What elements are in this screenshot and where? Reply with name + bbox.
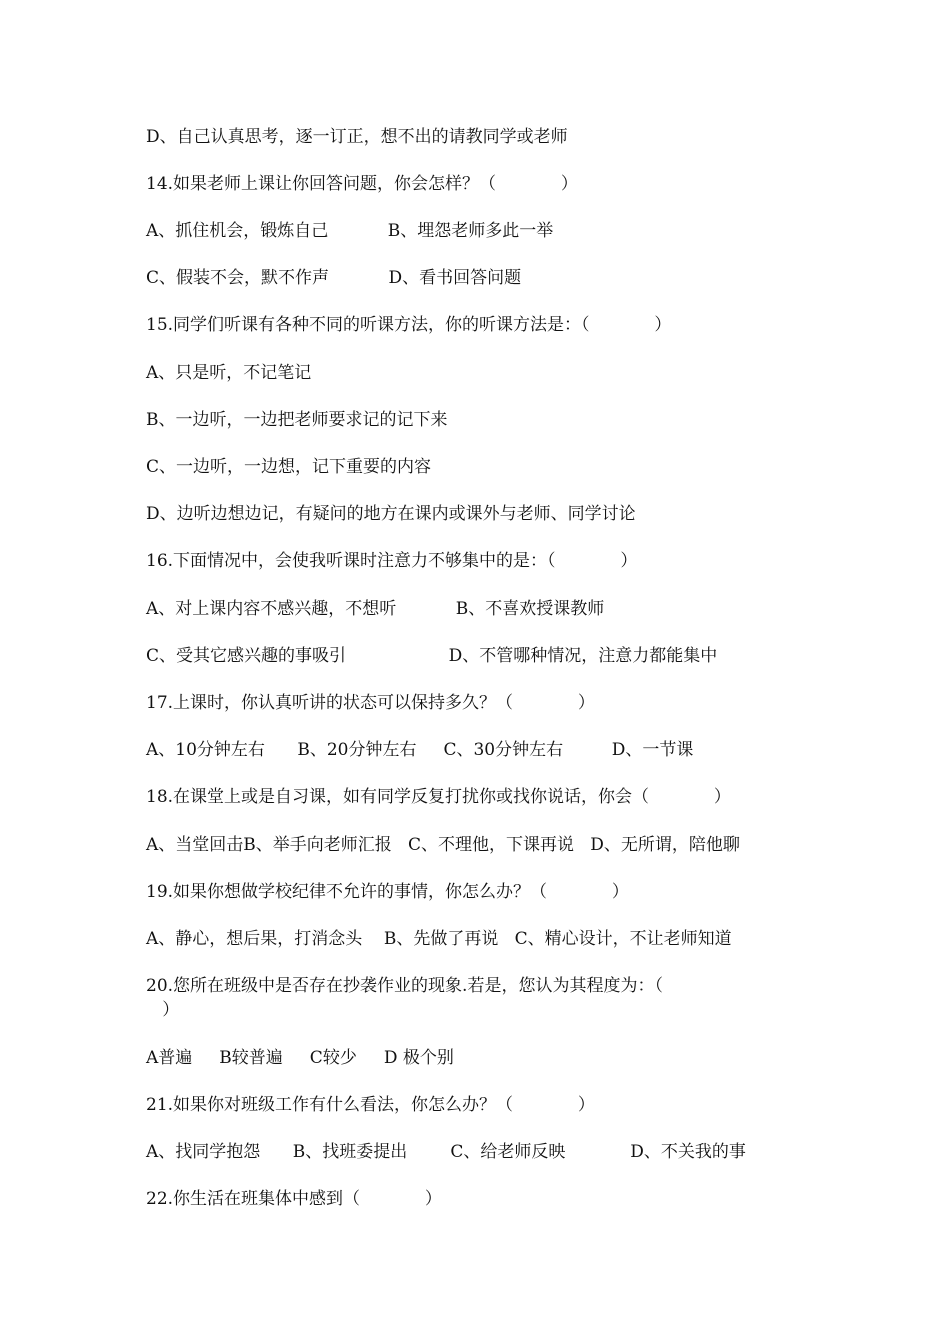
- line-q14-options-ab: A、抓住机会，锻炼自己 B、埋怨老师多此一举: [146, 221, 554, 241]
- line-q13-option-d: D、自己认真思考，逐一订正，想不出的请教同学或老师: [146, 127, 568, 147]
- question-21: 21.如果你对班级工作有什么看法，你怎么办？（ ）: [146, 1095, 595, 1115]
- question-16: 16.下面情况中，会使我听课时注意力不够集中的是：（ ）: [146, 551, 638, 571]
- question-18: 18.在课堂上或是自习课，如有同学反复打扰你或找你说话，你会（ ）: [146, 787, 731, 807]
- question-19: 19.如果你想做学校纪律不允许的事情，你怎么办？（ ）: [146, 882, 629, 902]
- line-q16-options-cd: C、受其它感兴趣的事吸引 D、不管哪种情况，注意力都能集中: [146, 646, 718, 666]
- line-q15-option-d: D、边听边想边记，有疑问的地方在课内或课外与老师、同学讨论: [146, 504, 636, 524]
- line-q21-options: A、找同学抱怨 B、找班委提出 C、给老师反映 D、不关我的事: [146, 1142, 746, 1162]
- question-17: 17.上课时，你认真听讲的状态可以保持多久？（ ）: [146, 693, 595, 713]
- line-q16-options-ab: A、对上课内容不感兴趣，不想听 B、不喜欢授课教师: [146, 599, 605, 619]
- line-q15-option-b: B、一边听，一边把老师要求记的记下来: [146, 410, 448, 430]
- line-q15-option-c: C、一边听，一边想，记下重要的内容: [146, 457, 432, 477]
- question-20-continuation: ）: [146, 1000, 180, 1020]
- line-q14-options-cd: C、假装不会，默不作声 D、看书回答问题: [146, 268, 522, 288]
- line-q17-options: A、10分钟左右 B、20分钟左右 C、30分钟左右 D、一节课: [146, 740, 694, 760]
- line-q19-options: A、静心，想后果，打消念头 B、先做了再说 C、精心设计，不让老师知道: [146, 929, 732, 949]
- question-20: 20.您所在班级中是否存在抄袭作业的现象.若是，您认为其程度为：（: [146, 976, 663, 996]
- question-15: 15.同学们听课有各种不同的听课方法，你的听课方法是：（ ）: [146, 315, 672, 335]
- question-14: 14.如果老师上课让你回答问题，你会怎样？（ ）: [146, 174, 578, 194]
- line-q18-options: A、当堂回击B、举手向老师汇报 C、不理他，下课再说 D、无所谓，陪他聊: [146, 835, 740, 855]
- question-22: 22.你生活在班集体中感到（ ）: [146, 1189, 442, 1209]
- line-q15-option-a: A、只是听，不记笔记: [146, 363, 312, 383]
- line-q20-options: A普遍 B较普遍 C较少 D 极个别: [146, 1048, 454, 1068]
